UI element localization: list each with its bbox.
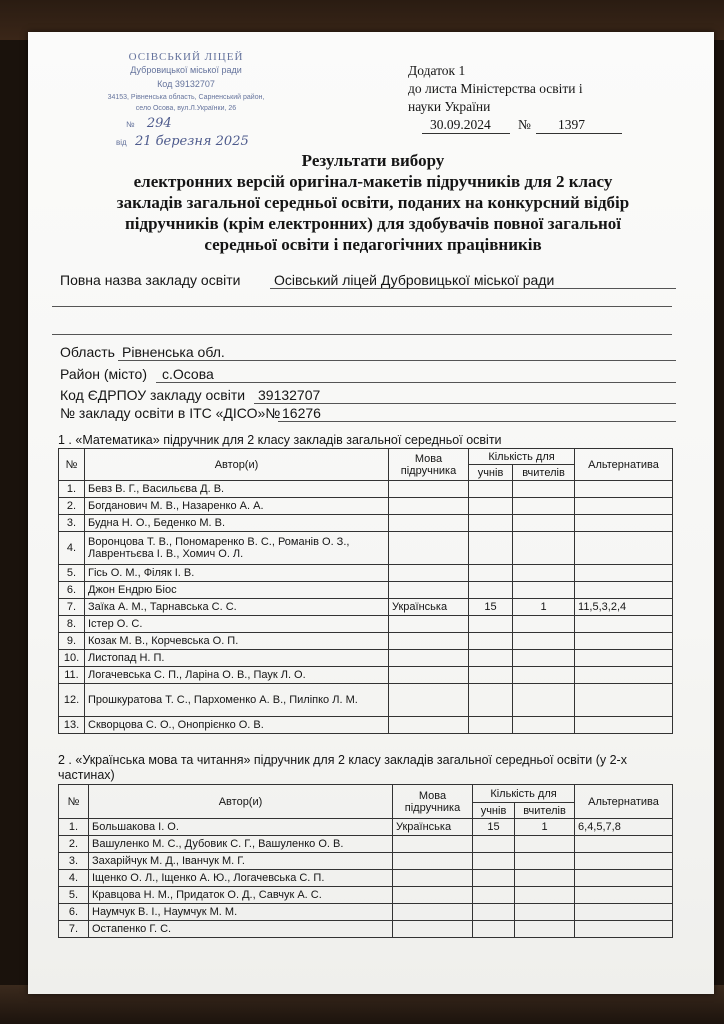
alternative-cell <box>575 853 673 870</box>
students-count-cell <box>469 565 513 582</box>
language-cell <box>389 515 469 532</box>
school-stamp <box>88 48 284 160</box>
author-cell: Гісь О. М., Філяк І. В. <box>85 565 389 582</box>
district-underline <box>156 382 676 383</box>
alternative-cell <box>575 650 673 667</box>
alternative-cell: 6,4,5,7,8 <box>575 819 673 836</box>
students-count-cell <box>473 853 515 870</box>
table-row <box>59 599 673 616</box>
header-teachers: вчителів <box>513 465 575 481</box>
table-row <box>59 836 673 853</box>
row-number: 6. <box>59 582 85 599</box>
language-cell <box>389 650 469 667</box>
district-label: Район (місто) <box>60 366 147 382</box>
table-row <box>59 532 673 565</box>
table-row <box>59 819 673 836</box>
students-count-cell <box>469 532 513 565</box>
section-1-title: 1 . «Математика» підручник для 2 класу закладів загальної середньої освіти <box>58 433 502 447</box>
table-row <box>59 515 673 532</box>
alternative-cell <box>575 684 673 717</box>
table-row <box>59 582 673 599</box>
annex-line-1: Додаток 1 <box>408 63 466 78</box>
language-cell <box>393 853 473 870</box>
edrpou-label: Код ЄДРПОУ закладу освіти <box>60 387 246 403</box>
table-row <box>59 904 673 921</box>
language-cell <box>389 498 469 515</box>
language-cell <box>389 717 469 734</box>
field-school-name <box>60 272 672 290</box>
author-cell: Заїка А. М., Тарнавська С. С. <box>85 599 389 616</box>
alternative-cell <box>575 904 673 921</box>
row-number: 11. <box>59 667 85 684</box>
annex-date: 30.09.2024 <box>430 117 491 132</box>
annex-date-number <box>418 116 638 134</box>
stamp-line-2: Дубровицької міської ради <box>130 65 242 75</box>
header-lang: Мова підручника <box>389 449 469 481</box>
teachers-count-cell: 1 <box>515 819 575 836</box>
language-cell <box>393 904 473 921</box>
field-edrpou <box>60 387 672 405</box>
title-line-3: закладів загальної середньої освіти, поданих на конкурсний відбір <box>116 193 630 212</box>
stamp-reg-no-label: № <box>126 120 135 129</box>
annex-line-3: науки України <box>408 99 491 114</box>
teachers-count-cell <box>513 481 575 498</box>
stamp-line-5: село Осова, вул.Л.Українки, 26 <box>135 105 237 112</box>
header-teachers: вчителів <box>515 803 575 819</box>
teachers-count-cell <box>515 836 575 853</box>
students-count-cell <box>469 717 513 734</box>
students-count-cell <box>469 684 513 717</box>
title-line-4: підручників (крім електронних) для здобувачів повної загальної <box>124 214 622 233</box>
row-number: 9. <box>59 633 85 650</box>
students-count-cell <box>469 650 513 667</box>
teachers-count-cell <box>513 565 575 582</box>
students-count-cell <box>469 498 513 515</box>
row-number: 3. <box>59 853 89 870</box>
students-count-cell <box>473 921 515 938</box>
alternative-cell <box>575 481 673 498</box>
row-number: 5. <box>59 565 85 582</box>
row-number: 13. <box>59 717 85 734</box>
teachers-count-cell: 1 <box>513 599 575 616</box>
alternative-cell <box>575 836 673 853</box>
teachers-count-cell <box>513 582 575 599</box>
author-cell: Іщенко О. Л., Іщенко А. Ю., Логачевська С. П. <box>89 870 393 887</box>
region-underline <box>118 360 676 361</box>
table-row <box>59 921 673 938</box>
students-count-cell <box>469 515 513 532</box>
teachers-count-cell <box>515 870 575 887</box>
header-lang: Мова підручника <box>393 785 473 819</box>
author-cell: Вашуленко М. С., Дубовик С. Г., Вашуленко О. В. <box>89 836 393 853</box>
alternative-cell <box>575 582 673 599</box>
language-cell: Українська <box>389 599 469 616</box>
table-row <box>59 717 673 734</box>
students-count-cell <box>473 870 515 887</box>
students-count-cell: 15 <box>469 599 513 616</box>
teachers-count-cell <box>513 498 575 515</box>
author-cell: Большакова І. О. <box>89 819 393 836</box>
stamp-line-3: Код 39132707 <box>157 79 215 89</box>
row-number: 1. <box>59 819 89 836</box>
district-value: с.Осова <box>162 366 214 382</box>
language-cell <box>389 481 469 498</box>
annex-block <box>408 62 668 132</box>
alternative-cell <box>575 532 673 565</box>
annex-line-2: до листа Міністерства освіти і <box>408 81 583 96</box>
table-row <box>59 684 673 717</box>
row-number: 10. <box>59 650 85 667</box>
field-district <box>60 366 672 384</box>
title-line-2: електронних версій оригінал-макетів підручників для 2 класу <box>133 172 613 191</box>
alternative-cell <box>575 717 673 734</box>
table-row <box>59 667 673 684</box>
school-name-underline <box>270 288 676 289</box>
language-cell <box>389 684 469 717</box>
row-number: 12. <box>59 684 85 717</box>
region-value: Рівненська обл. <box>122 344 225 360</box>
stamp-reg-no: 294 <box>146 116 172 131</box>
language-cell <box>389 582 469 599</box>
row-number: 2. <box>59 836 89 853</box>
language-cell <box>389 633 469 650</box>
annex-number-underline <box>536 133 622 134</box>
row-number: 6. <box>59 904 89 921</box>
row-number: 4. <box>59 870 89 887</box>
author-cell: Захарійчук М. Д., Іванчук М. Г. <box>89 853 393 870</box>
table-row <box>59 481 673 498</box>
stamp-line-4: 34153, Рівненська область, Сарненський район, <box>107 94 265 101</box>
stamp-line-1: ОСІВСЬКИЙ ЛІЦЕЙ <box>128 51 244 63</box>
author-cell: Логачевська С. П., Ларіна О. В., Паук Л. О. <box>85 667 389 684</box>
edrpou-underline <box>254 403 676 404</box>
stamp-reg-date-label: від <box>116 138 127 147</box>
author-cell: Істер О. С. <box>85 616 389 633</box>
teachers-count-cell <box>513 616 575 633</box>
author-cell: Будна Н. О., Беденко М. В. <box>85 515 389 532</box>
language-cell <box>389 565 469 582</box>
header-qty: Кількість для <box>469 449 575 465</box>
header-author: Автор(и) <box>85 449 389 481</box>
teachers-count-cell <box>515 904 575 921</box>
teachers-count-cell <box>513 532 575 565</box>
students-count-cell <box>469 616 513 633</box>
students-count-cell <box>473 887 515 904</box>
table-row <box>59 887 673 904</box>
stamp-reg-date-value: 21 березня 2025 <box>134 134 249 149</box>
students-count-cell: 15 <box>473 819 515 836</box>
header-students: учнів <box>469 465 513 481</box>
header-author: Автор(и) <box>89 785 393 819</box>
teachers-count-cell <box>515 853 575 870</box>
section-2-title: 2 . «Українська мова та читання» підручник для 2 класу закладів загальної середньої освіти (у 2-х частинах) <box>58 753 627 782</box>
language-cell <box>389 532 469 565</box>
section-1-table <box>58 448 673 734</box>
itc-label: № закладу освіти в ІТС «ДІСО»№ <box>60 405 281 421</box>
students-count-cell <box>469 633 513 650</box>
author-cell: Джон Ендрю Біос <box>85 582 389 599</box>
row-number: 8. <box>59 616 85 633</box>
table-row <box>59 870 673 887</box>
language-cell <box>393 887 473 904</box>
teachers-count-cell <box>513 684 575 717</box>
table-row <box>59 498 673 515</box>
table-row <box>59 853 673 870</box>
header-alt: Альтернатива <box>575 785 673 819</box>
teachers-count-cell <box>513 717 575 734</box>
author-cell: Богданович М. В., Назаренко А. А. <box>85 498 389 515</box>
teachers-count-cell <box>513 650 575 667</box>
language-cell <box>389 616 469 633</box>
school-name-value: Осівський ліцей Дубровицької міської ради <box>274 272 555 288</box>
language-cell <box>393 836 473 853</box>
language-cell <box>393 870 473 887</box>
teachers-count-cell <box>513 633 575 650</box>
blank-line-1 <box>52 306 672 307</box>
row-number: 3. <box>59 515 85 532</box>
author-cell: Остапенко Г. С. <box>89 921 393 938</box>
students-count-cell <box>469 481 513 498</box>
header-students: учнів <box>473 803 515 819</box>
students-count-cell <box>473 904 515 921</box>
language-cell: Українська <box>393 819 473 836</box>
table-row <box>59 616 673 633</box>
author-cell: Листопад Н. П. <box>85 650 389 667</box>
annex-number: 1397 <box>558 117 585 132</box>
itc-underline <box>278 421 676 422</box>
row-number: 5. <box>59 887 89 904</box>
table-row <box>59 565 673 582</box>
document-page <box>28 32 714 994</box>
table-row <box>59 650 673 667</box>
author-cell: Воронцова Т. В., Пономаренко В. С., Романів О. З., Лаврентьєва І. В., Хомич О. Л. <box>85 532 389 565</box>
language-cell <box>393 921 473 938</box>
row-number: 4. <box>59 532 85 565</box>
language-cell <box>389 667 469 684</box>
students-count-cell <box>473 836 515 853</box>
row-number: 7. <box>59 599 85 616</box>
teachers-count-cell <box>513 667 575 684</box>
alternative-cell <box>575 565 673 582</box>
row-number: 2. <box>59 498 85 515</box>
table-row <box>59 633 673 650</box>
header-qty: Кількість для <box>473 785 575 803</box>
annex-date-underline <box>422 133 510 134</box>
alternative-cell <box>575 887 673 904</box>
author-cell: Скворцова С. О., Онопрієнко О. В. <box>85 717 389 734</box>
alternative-cell <box>575 616 673 633</box>
alternative-cell <box>575 870 673 887</box>
title-line-5: середньої освіти і педагогічних працівників <box>204 235 542 254</box>
author-cell: Козак М. В., Корчевська О. П. <box>85 633 389 650</box>
alternative-cell: 11,5,3,2,4 <box>575 599 673 616</box>
author-cell: Наумчук В. І., Наумчук М. М. <box>89 904 393 921</box>
students-count-cell <box>469 582 513 599</box>
alternative-cell <box>575 515 673 532</box>
teachers-count-cell <box>515 887 575 904</box>
row-number: 7. <box>59 921 89 938</box>
field-itc <box>60 405 672 423</box>
teachers-count-cell <box>515 921 575 938</box>
edrpou-value: 39132707 <box>258 387 321 403</box>
section-2-table <box>58 784 673 938</box>
alternative-cell <box>575 667 673 684</box>
school-name-label: Повна назва закладу освіти <box>60 272 241 288</box>
alternative-cell <box>575 633 673 650</box>
alternative-cell <box>575 921 673 938</box>
blank-line-2 <box>52 334 672 335</box>
field-region <box>60 344 672 362</box>
header-num: № <box>59 449 85 481</box>
title-line-1: Результати вибору <box>301 151 445 170</box>
teachers-count-cell <box>513 515 575 532</box>
header-num: № <box>59 785 89 819</box>
document-title <box>68 150 678 255</box>
row-number: 1. <box>59 481 85 498</box>
region-label: Область <box>60 344 115 360</box>
header-alt: Альтернатива <box>575 449 673 481</box>
author-cell: Кравцова Н. М., Придаток О. Д., Савчук А. С. <box>89 887 393 904</box>
students-count-cell <box>469 667 513 684</box>
author-cell: Бевз В. Г., Васильєва Д. В. <box>85 481 389 498</box>
stamp-reg-date <box>116 136 312 148</box>
alternative-cell <box>575 498 673 515</box>
itc-value: 16276 <box>282 405 321 421</box>
author-cell: Прошкуратова Т. С., Пархоменко А. В., Пиліпко Л. М. <box>85 684 389 717</box>
annex-no-label: № <box>518 117 531 132</box>
stamp-reg-number <box>126 118 322 130</box>
